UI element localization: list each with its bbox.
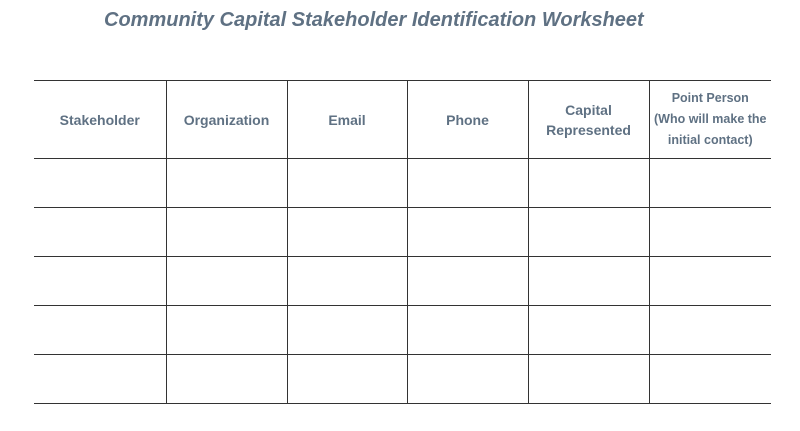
header-point-person: Point Person (Who will make the initial contact) — [649, 81, 771, 159]
header-phone: Phone — [407, 81, 528, 159]
cell-capital-represented[interactable] — [528, 306, 649, 355]
cell-phone[interactable] — [407, 208, 528, 257]
cell-phone[interactable] — [407, 159, 528, 208]
cell-organization[interactable] — [166, 159, 287, 208]
header-stakeholder: Stakeholder — [34, 81, 166, 159]
table-row — [34, 306, 771, 355]
table-row — [34, 208, 771, 257]
cell-capital-represented[interactable] — [528, 208, 649, 257]
worksheet-title: Community Capital Stakeholder Identification Worksheet — [104, 9, 644, 31]
header-organization: Organization — [166, 81, 287, 159]
cell-capital-represented[interactable] — [528, 355, 649, 404]
cell-organization[interactable] — [166, 355, 287, 404]
cell-stakeholder[interactable] — [34, 208, 166, 257]
cell-phone[interactable] — [407, 355, 528, 404]
cell-point-person[interactable] — [649, 208, 771, 257]
cell-phone[interactable] — [407, 306, 528, 355]
cell-email[interactable] — [287, 208, 407, 257]
cell-point-person[interactable] — [649, 306, 771, 355]
table-row — [34, 257, 771, 306]
header-capital-represented: Capital Represented — [528, 81, 649, 159]
table-body — [34, 159, 771, 404]
cell-stakeholder[interactable] — [34, 355, 166, 404]
cell-email[interactable] — [287, 306, 407, 355]
cell-stakeholder[interactable] — [34, 257, 166, 306]
cell-capital-represented[interactable] — [528, 159, 649, 208]
cell-email[interactable] — [287, 355, 407, 404]
cell-email[interactable] — [287, 257, 407, 306]
cell-stakeholder[interactable] — [34, 159, 166, 208]
cell-stakeholder[interactable] — [34, 306, 166, 355]
cell-phone[interactable] — [407, 257, 528, 306]
header-row — [34, 81, 771, 159]
cell-capital-represented[interactable] — [528, 257, 649, 306]
table-row — [34, 159, 771, 208]
header-email: Email — [287, 81, 407, 159]
cell-point-person[interactable] — [649, 257, 771, 306]
cell-organization[interactable] — [166, 257, 287, 306]
cell-email[interactable] — [287, 159, 407, 208]
table-row — [34, 355, 771, 404]
cell-point-person[interactable] — [649, 159, 771, 208]
cell-organization[interactable] — [166, 306, 287, 355]
stakeholder-table — [34, 80, 771, 404]
cell-point-person[interactable] — [649, 355, 771, 404]
cell-organization[interactable] — [166, 208, 287, 257]
